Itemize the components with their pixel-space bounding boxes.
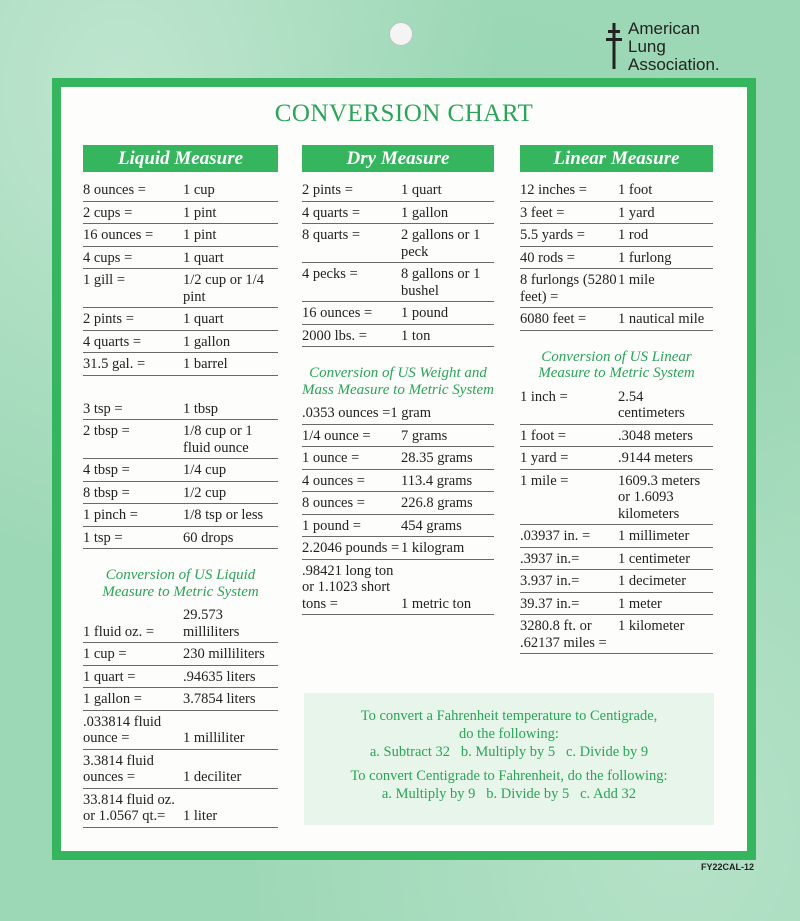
row-to: 1 centimeter (618, 550, 691, 567)
table-row (520, 202, 713, 225)
row-from: .0353 ounces = (302, 405, 391, 421)
temperature-conversion-box (304, 693, 714, 825)
row-from: 4 ounces = (302, 472, 365, 489)
row-to: 2.54 centimeters (618, 388, 685, 421)
row-from: 4 quarts = (83, 333, 142, 350)
row-to: 1 millimeter (618, 528, 690, 544)
row-from: 4 quarts = (302, 204, 361, 221)
table-row (520, 308, 713, 331)
row-to: 7 grams (401, 427, 448, 444)
liquid-metric-table (83, 604, 278, 828)
row-from: 39.37 in.= (520, 595, 580, 612)
row-to: 28.35 grams (401, 450, 473, 466)
table-row (83, 688, 278, 711)
row-from: 1 mile = (520, 472, 569, 489)
row-from: 3280.8 ft. or .62137 miles = (520, 618, 607, 651)
fahrenheit-line-1: To convert a Fahrenheit temperature to Centigrade, (360, 708, 658, 724)
row-from: 33.814 fluid oz. or 1.0567 qt.= (83, 791, 175, 824)
row-from: 16 ounces = (83, 227, 154, 243)
table-row (83, 353, 278, 376)
table-row (83, 711, 278, 750)
table-row (520, 447, 713, 470)
row-from: 3.937 in.= (520, 573, 580, 589)
row-to: 3.7854 liters (183, 691, 256, 707)
table-row (83, 482, 278, 505)
row-to: 1/2 cup or 1/4 pint (183, 272, 264, 305)
row-to: 1 decimeter (618, 573, 687, 589)
table-row (302, 537, 494, 560)
row-to: 1 quart (401, 182, 442, 198)
table-row (302, 560, 494, 616)
linear-table (520, 179, 713, 331)
row-from: 2 pints = (302, 182, 353, 198)
row-from: 5.5 yards = (520, 227, 585, 243)
dry-measure-header: Dry Measure (302, 145, 494, 172)
spoon-table (83, 398, 278, 550)
row-to: 1 kilometer (618, 618, 685, 634)
row-from: 1 tsp = (83, 529, 123, 546)
row-from: 1 inch = (520, 388, 568, 405)
logo-line-1: American (628, 19, 700, 38)
table-row (83, 750, 278, 789)
fahrenheit-steps: a. Subtract 32 b. Multiply by 5 c. Divide by 9 (369, 744, 649, 760)
table-row (520, 615, 713, 654)
row-to: 8 gallons or 1 bushel (401, 266, 481, 299)
row-to: 1/8 cup or 1 fluid ounce (183, 423, 253, 456)
dry-table (302, 179, 494, 347)
table-row (83, 459, 278, 482)
table-row (83, 643, 278, 666)
row-to: 226.8 grams (401, 495, 473, 511)
row-from: 6080 feet = (520, 311, 587, 327)
row-to: 1 kilogram (401, 540, 465, 556)
table-row (83, 398, 278, 421)
fahrenheit-line-2: do the following: (459, 726, 559, 742)
table-row (520, 269, 713, 308)
row-from: 1 ounce = (302, 450, 360, 466)
table-row (83, 269, 278, 308)
table-row (83, 504, 278, 527)
row-from: 2 tbsp = (83, 423, 130, 439)
row-from: 3.3814 fluid ounces = (83, 752, 154, 785)
row-from: 12 inches = (520, 182, 587, 198)
row-from: 1 fluid oz. = (83, 623, 154, 640)
table-row (83, 527, 278, 550)
table-row (520, 570, 713, 593)
row-to: 1 yard (618, 204, 655, 221)
row-to: 1 foot (618, 182, 653, 198)
table-row (302, 302, 494, 325)
table-row (302, 515, 494, 538)
liquid-table (83, 179, 278, 376)
row-to: .9144 meters (618, 450, 693, 466)
row-to: 2 gallons or 1 peck (401, 227, 481, 260)
table-row (520, 224, 713, 247)
row-to: 60 drops (183, 529, 234, 546)
centigrade-steps: a. Multiply by 9 b. Divide by 5 c. Add 32 (381, 786, 637, 802)
row-from: 2000 lbs. = (302, 327, 367, 344)
row-from: 2 cups = (83, 204, 133, 221)
punch-hole (389, 22, 413, 46)
row-to: 1/4 cup (183, 462, 227, 478)
table-row (302, 425, 494, 448)
row-to: 1 milliliter (183, 730, 245, 746)
row-to: 1 quart (183, 311, 224, 327)
row-to: 113.4 grams (401, 472, 473, 489)
row-to: 1 gallon (401, 204, 449, 221)
logo-line-3: Association. (628, 55, 720, 74)
row-from: 8 furlongs (5280 feet) = (520, 272, 617, 305)
table-row (302, 224, 494, 263)
row-to: 1/2 cup (183, 484, 227, 501)
row-from: 3 feet = (520, 204, 565, 221)
row-from: 1/4 ounce = (302, 427, 371, 444)
row-to: 1 meter (618, 595, 662, 612)
row-to: 1 rod (618, 227, 649, 243)
row-from: 1 pinch = (83, 507, 138, 523)
row-from: .3937 in.= (520, 550, 580, 567)
liquid-measure-column (83, 145, 278, 828)
table-row (302, 179, 494, 202)
table-row (83, 331, 278, 354)
row-to: 1 furlong (618, 249, 672, 266)
weight-metric-table (302, 402, 494, 615)
table-row (83, 666, 278, 689)
row-to: 29.573 milliliters (183, 607, 240, 640)
table-row (520, 386, 713, 425)
table-row (83, 224, 278, 247)
row-from: 40 rods = (520, 249, 575, 266)
row-to: 1 metric ton (401, 595, 472, 612)
table-row (302, 402, 494, 425)
row-to: 1 quart (183, 249, 224, 266)
row-from: 8 tbsp = (83, 484, 130, 501)
table-row (520, 247, 713, 270)
row-to: 230 milliliters (183, 646, 265, 662)
row-to: 454 grams (401, 517, 462, 534)
table-row (302, 325, 494, 348)
double-cross-icon (606, 23, 622, 69)
row-to: 1 pint (183, 204, 217, 221)
row-from: 1 yard = (520, 450, 569, 466)
row-to: 1 nautical mile (618, 311, 705, 327)
table-row (83, 308, 278, 331)
linear-measure-column (520, 145, 713, 654)
weight-metric-subheading: Conversion of US Weight and Mass Measure to Metric System (302, 365, 494, 398)
row-to: .3048 meters (618, 427, 693, 444)
table-row (302, 202, 494, 225)
row-from: .03937 in. = (520, 528, 591, 544)
linear-metric-subheading: Conversion of US Linear Measure to Metric System (538, 348, 695, 381)
row-to: 1 ton (401, 327, 431, 344)
row-from: 16 ounces = (302, 305, 373, 321)
row-from: 1 gallon = (83, 691, 142, 707)
table-row (83, 179, 278, 202)
row-from: 4 tbsp = (83, 462, 130, 478)
row-from: 2 pints = (83, 311, 134, 327)
table-row (520, 425, 713, 448)
row-from: 1 pound = (302, 517, 361, 534)
row-from: 4 cups = (83, 249, 133, 266)
row-to: 1 deciliter (183, 769, 242, 785)
linear-measure-header: Linear Measure (520, 145, 713, 172)
table-row (302, 447, 494, 470)
row-to: 1 pound (401, 305, 449, 321)
row-from: .98421 long ton or 1.1023 short tons = (302, 562, 394, 612)
row-from: 3 tsp = (83, 400, 123, 417)
row-from: 8 ounces = (83, 182, 146, 198)
row-to: 1 tbsp (183, 400, 219, 417)
row-from: 1 cup = (83, 646, 127, 662)
dry-measure-column (302, 145, 494, 615)
table-row (520, 593, 713, 616)
row-from: 8 ounces = (302, 495, 365, 511)
table-row (302, 263, 494, 302)
american-lung-association-logo (606, 20, 720, 74)
table-row (520, 548, 713, 571)
row-to: 1/8 tsp or less (183, 507, 264, 523)
row-from: 1 foot = (520, 427, 567, 444)
centigrade-line-1: To convert Centigrade to Fahrenheit, do the following: (350, 768, 668, 784)
table-row (302, 492, 494, 515)
row-from: 31.5 gal. = (83, 356, 146, 372)
row-from: 4 pecks = (302, 266, 358, 282)
row-to: 1 pint (183, 227, 217, 243)
row-to: .94635 liters (183, 668, 256, 685)
table-row (83, 604, 278, 643)
table-row (302, 470, 494, 493)
table-row (520, 179, 713, 202)
row-to: 1 gram (390, 405, 431, 421)
row-from: .033814 fluid ounce = (83, 713, 162, 746)
row-from: 1 quart = (83, 668, 136, 685)
row-from: 2.2046 pounds = (302, 540, 400, 556)
page-title: CONVERSION CHART (274, 100, 534, 127)
table-row (83, 789, 278, 828)
liquid-metric-subheading: Conversion of US Liquid Measure to Metric System (102, 567, 259, 600)
row-from: 8 quarts = (302, 227, 361, 243)
row-to: 1609.3 meters or 1.6093 kilometers (618, 472, 701, 522)
row-to: 1 cup (183, 182, 215, 198)
row-to: 1 liter (183, 808, 218, 824)
table-row (83, 202, 278, 225)
table-row (520, 525, 713, 548)
row-to: 1 mile (618, 272, 655, 288)
row-from: 1 gill = (83, 272, 126, 288)
table-row (83, 420, 278, 459)
logo-line-2: Lung (628, 37, 666, 56)
linear-metric-table (520, 386, 713, 655)
row-to: 1 barrel (183, 356, 228, 372)
row-to: 1 gallon (183, 333, 231, 350)
table-row (83, 247, 278, 270)
liquid-measure-header: Liquid Measure (83, 145, 278, 172)
table-row (520, 470, 713, 526)
form-code: FY22CAL-12 (701, 862, 755, 872)
